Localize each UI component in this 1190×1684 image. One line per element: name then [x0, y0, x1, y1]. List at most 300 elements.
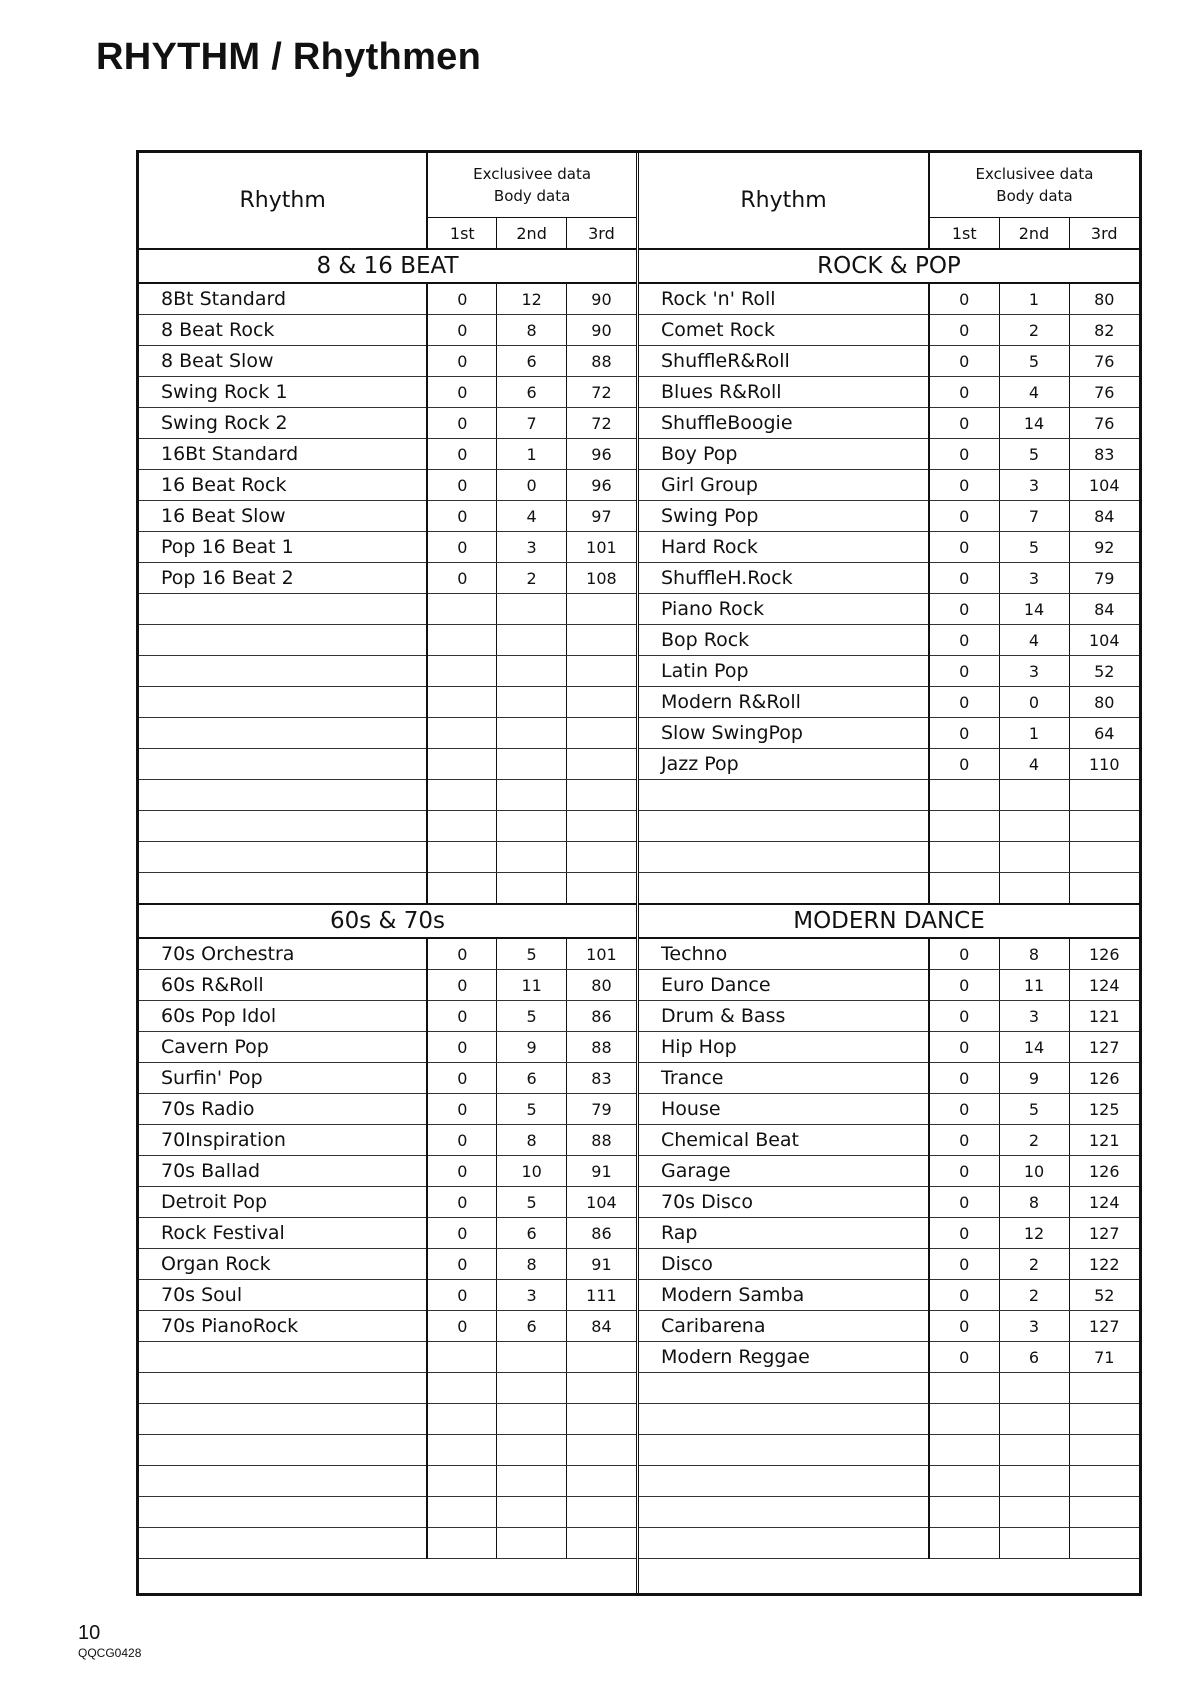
table-row: [139, 970, 636, 1001]
value-1st-cell: 0: [427, 938, 497, 970]
table-row: [639, 1280, 1139, 1311]
rhythm-name-cell: [139, 1435, 427, 1466]
value-1st-cell: 0: [929, 563, 999, 594]
value-3rd-cell: 79: [1069, 563, 1139, 594]
table-row: [639, 970, 1139, 1001]
value-2nd-cell: 2: [999, 315, 1069, 346]
value-1st-cell: [427, 687, 497, 718]
exclusive-data-label: Exclusivee data: [975, 165, 1094, 183]
value-3rd-cell: 101: [566, 938, 636, 970]
value-3rd-cell: 84: [566, 1311, 636, 1342]
value-2nd-cell: 6: [497, 1218, 567, 1249]
value-2nd-cell: 6: [999, 1342, 1069, 1373]
empty-row: [639, 1435, 1139, 1466]
table-row: [139, 346, 636, 377]
rhythm-name-cell: Caribarena: [639, 1311, 929, 1342]
rhythm-name-cell: 16Bt Standard: [139, 439, 427, 470]
value-2nd-cell: 9: [497, 1032, 567, 1063]
rhythm-name-cell: [639, 1435, 929, 1466]
section-title: MODERN DANCE: [639, 904, 1139, 938]
rhythm-name-cell: Slow SwingPop: [639, 718, 929, 749]
empty-row: [139, 1373, 636, 1404]
value-2nd-cell: 2: [999, 1280, 1069, 1311]
rhythm-name-cell: Disco: [639, 1249, 929, 1280]
value-1st-cell: [427, 749, 497, 780]
table-left-half: [139, 153, 639, 1593]
rhythm-name-cell: Drum & Bass: [639, 1001, 929, 1032]
rhythm-name-cell: 16 Beat Rock: [139, 470, 427, 501]
rhythm-name-cell: [639, 1528, 929, 1559]
value-2nd-cell: 2: [999, 1249, 1069, 1280]
value-2nd-cell: 7: [497, 408, 567, 439]
value-2nd-cell: [999, 842, 1069, 873]
empty-row: [139, 842, 636, 873]
value-3rd-cell: 101: [566, 532, 636, 563]
rhythm-name-cell: [139, 842, 427, 873]
rhythm-name-cell: Hard Rock: [639, 532, 929, 563]
value-1st-cell: 0: [929, 656, 999, 687]
value-3rd-cell: 97: [566, 501, 636, 532]
rhythm-name-cell: [139, 811, 427, 842]
value-2nd-cell: 11: [999, 970, 1069, 1001]
table-row: [639, 1125, 1139, 1156]
value-1st-cell: [929, 1497, 999, 1528]
table-row: [639, 656, 1139, 687]
rhythm-name-cell: [139, 1528, 427, 1559]
value-1st-cell: [427, 811, 497, 842]
value-1st-cell: [929, 811, 999, 842]
rhythm-name-cell: 8 Beat Slow: [139, 346, 427, 377]
value-3rd-cell: 91: [566, 1156, 636, 1187]
value-2nd-cell: [497, 842, 567, 873]
value-2nd-cell: 3: [999, 563, 1069, 594]
value-1st-cell: 0: [929, 315, 999, 346]
rhythm-name-cell: Swing Pop: [639, 501, 929, 532]
rhythm-name-cell: ShuffleR&Roll: [639, 346, 929, 377]
rhythm-name-cell: 16 Beat Slow: [139, 501, 427, 532]
value-2nd-cell: 14: [999, 1032, 1069, 1063]
table-row: [139, 377, 636, 408]
table-row: [639, 1156, 1139, 1187]
rhythm-column-header: Rhythm: [139, 153, 427, 249]
value-3rd-cell: 121: [1069, 1125, 1139, 1156]
value-1st-cell: [427, 780, 497, 811]
rhythm-name-cell: 60s Pop Idol: [139, 1001, 427, 1032]
value-2nd-cell: 0: [999, 687, 1069, 718]
value-1st-cell: [929, 780, 999, 811]
table-row: [139, 1125, 636, 1156]
empty-row: [639, 873, 1139, 905]
value-3rd-cell: 88: [566, 1032, 636, 1063]
rhythm-name-cell: [639, 842, 929, 873]
value-3rd-cell: 104: [566, 1187, 636, 1218]
rhythm-name-cell: ShuffleH.Rock: [639, 563, 929, 594]
value-3rd-cell: 86: [566, 1218, 636, 1249]
section-title: ROCK & POP: [639, 249, 1139, 283]
rhythm-column-header: Rhythm: [639, 153, 929, 249]
value-3rd-cell: [566, 1528, 636, 1559]
value-3rd-cell: 122: [1069, 1249, 1139, 1280]
value-1st-cell: [427, 1342, 497, 1373]
rhythm-name-cell: [139, 625, 427, 656]
value-1st-cell: 0: [929, 938, 999, 970]
table-row: [639, 1218, 1139, 1249]
value-1st-cell: 0: [427, 501, 497, 532]
section-title-row: [139, 249, 636, 283]
value-3rd-cell: [1069, 1373, 1139, 1404]
value-2nd-cell: [497, 1497, 567, 1528]
rhythm-name-cell: Girl Group: [639, 470, 929, 501]
rhythm-name-cell: Garage: [639, 1156, 929, 1187]
rhythm-name-cell: Comet Rock: [639, 315, 929, 346]
table-row: [639, 315, 1139, 346]
value-1st-cell: 0: [427, 439, 497, 470]
value-3rd-cell: 52: [1069, 1280, 1139, 1311]
body-data-label: Body data: [493, 187, 571, 205]
table-right-half: [639, 153, 1139, 1593]
value-2nd-cell: [497, 1342, 567, 1373]
value-3rd-cell: 80: [566, 970, 636, 1001]
rhythm-name-cell: [639, 1497, 929, 1528]
rhythm-name-cell: [139, 594, 427, 625]
value-1st-cell: [929, 1435, 999, 1466]
rhythm-name-cell: Pop 16 Beat 2: [139, 563, 427, 594]
value-3rd-cell: 71: [1069, 1342, 1139, 1373]
table-row: [139, 501, 636, 532]
value-3rd-cell: 64: [1069, 718, 1139, 749]
rhythm-name-cell: Bop Rock: [639, 625, 929, 656]
table-row: [139, 1249, 636, 1280]
value-2nd-cell: 4: [999, 377, 1069, 408]
rhythm-name-cell: [139, 1342, 427, 1373]
value-3rd-cell: [566, 1342, 636, 1373]
value-3rd-cell: 83: [1069, 439, 1139, 470]
value-3rd-cell: 83: [566, 1063, 636, 1094]
value-2nd-cell: 14: [999, 594, 1069, 625]
value-1st-cell: [427, 656, 497, 687]
rhythm-name-cell: [139, 1373, 427, 1404]
value-3rd-cell: 104: [1069, 470, 1139, 501]
value-2nd-cell: 12: [497, 283, 567, 315]
col-1st-header: 1st: [929, 218, 999, 250]
value-3rd-cell: 79: [566, 1094, 636, 1125]
value-3rd-cell: [1069, 842, 1139, 873]
rhythm-name-cell: Pop 16 Beat 1: [139, 532, 427, 563]
value-1st-cell: 0: [929, 1187, 999, 1218]
table-row: [639, 377, 1139, 408]
rhythm-name-cell: Detroit Pop: [139, 1187, 427, 1218]
empty-row: [139, 718, 636, 749]
table-row: [639, 625, 1139, 656]
rhythm-name-cell: 70s Radio: [139, 1094, 427, 1125]
value-3rd-cell: 127: [1069, 1032, 1139, 1063]
value-1st-cell: 0: [427, 970, 497, 1001]
empty-row: [139, 811, 636, 842]
value-1st-cell: 0: [427, 1311, 497, 1342]
value-1st-cell: [427, 1435, 497, 1466]
value-1st-cell: 0: [929, 1249, 999, 1280]
value-1st-cell: [929, 1404, 999, 1435]
empty-row: [139, 1435, 636, 1466]
value-2nd-cell: 11: [497, 970, 567, 1001]
value-1st-cell: [929, 842, 999, 873]
value-1st-cell: 0: [427, 1125, 497, 1156]
table-row: [639, 1032, 1139, 1063]
rhythm-name-cell: Swing Rock 1: [139, 377, 427, 408]
table-row: [639, 470, 1139, 501]
rhythm-name-cell: [139, 873, 427, 905]
value-3rd-cell: 124: [1069, 1187, 1139, 1218]
value-1st-cell: 0: [929, 1218, 999, 1249]
rhythm-name-cell: Rock Festival: [139, 1218, 427, 1249]
value-1st-cell: 0: [929, 718, 999, 749]
table-row: [639, 408, 1139, 439]
section-sixties: [139, 904, 636, 1559]
value-3rd-cell: 104: [1069, 625, 1139, 656]
table-row: [139, 1280, 636, 1311]
value-3rd-cell: [566, 811, 636, 842]
rhythm-name-cell: Jazz Pop: [639, 749, 929, 780]
right-table: [639, 153, 1139, 1559]
value-1st-cell: 0: [929, 470, 999, 501]
value-1st-cell: 0: [929, 1094, 999, 1125]
value-1st-cell: 0: [929, 501, 999, 532]
rhythm-name-cell: Organ Rock: [139, 1249, 427, 1280]
empty-row: [639, 1528, 1139, 1559]
value-2nd-cell: 5: [999, 532, 1069, 563]
value-1st-cell: 0: [427, 563, 497, 594]
value-1st-cell: 0: [427, 1032, 497, 1063]
table-row: [139, 1156, 636, 1187]
value-3rd-cell: 88: [566, 346, 636, 377]
value-3rd-cell: 52: [1069, 656, 1139, 687]
rhythm-name-cell: [639, 811, 929, 842]
table-row: [139, 470, 636, 501]
table-row: [139, 439, 636, 470]
value-3rd-cell: 84: [1069, 501, 1139, 532]
rhythm-name-cell: Boy Pop: [639, 439, 929, 470]
value-2nd-cell: [497, 780, 567, 811]
value-2nd-cell: [497, 1373, 567, 1404]
value-3rd-cell: 126: [1069, 1156, 1139, 1187]
value-1st-cell: 0: [427, 1218, 497, 1249]
empty-row: [639, 842, 1139, 873]
section-title: 8 & 16 BEAT: [139, 249, 636, 283]
rhythm-name-cell: 70s Soul: [139, 1280, 427, 1311]
empty-row: [139, 687, 636, 718]
value-2nd-cell: [497, 811, 567, 842]
value-3rd-cell: [566, 594, 636, 625]
value-3rd-cell: [566, 873, 636, 905]
rhythm-name-cell: [139, 718, 427, 749]
value-2nd-cell: 5: [497, 938, 567, 970]
page-number: 10: [78, 1622, 101, 1644]
value-3rd-cell: [566, 780, 636, 811]
value-3rd-cell: [1069, 1466, 1139, 1497]
value-2nd-cell: 4: [999, 625, 1069, 656]
value-3rd-cell: 108: [566, 563, 636, 594]
value-1st-cell: 0: [427, 315, 497, 346]
rhythm-name-cell: [139, 1466, 427, 1497]
value-3rd-cell: [566, 718, 636, 749]
table-row: [639, 1063, 1139, 1094]
value-1st-cell: 0: [427, 1063, 497, 1094]
value-2nd-cell: [999, 1497, 1069, 1528]
value-1st-cell: 0: [427, 1249, 497, 1280]
table-row: [639, 501, 1139, 532]
rhythm-name-cell: Cavern Pop: [139, 1032, 427, 1063]
rhythm-name-cell: [639, 873, 929, 905]
rhythm-name-cell: Techno: [639, 938, 929, 970]
value-3rd-cell: [566, 1497, 636, 1528]
value-3rd-cell: [566, 625, 636, 656]
exclusive-data-header: [929, 153, 1139, 218]
table-row: [639, 1094, 1139, 1125]
value-1st-cell: 0: [929, 1001, 999, 1032]
empty-row: [139, 749, 636, 780]
rhythm-name-cell: 70s Ballad: [139, 1156, 427, 1187]
empty-row: [639, 1466, 1139, 1497]
table-row: [639, 283, 1139, 315]
col-3rd-header: 3rd: [566, 218, 636, 250]
table-row: [639, 532, 1139, 563]
value-2nd-cell: [497, 1404, 567, 1435]
rhythm-name-cell: 8Bt Standard: [139, 283, 427, 315]
value-3rd-cell: 127: [1069, 1218, 1139, 1249]
value-3rd-cell: 90: [566, 283, 636, 315]
col-1st-header: 1st: [427, 218, 497, 250]
empty-row: [639, 1373, 1139, 1404]
value-2nd-cell: [999, 811, 1069, 842]
table-row: [139, 1187, 636, 1218]
rhythm-name-cell: 70s PianoRock: [139, 1311, 427, 1342]
value-2nd-cell: 2: [497, 563, 567, 594]
value-3rd-cell: 76: [1069, 377, 1139, 408]
value-3rd-cell: 111: [566, 1280, 636, 1311]
value-3rd-cell: [1069, 873, 1139, 905]
value-3rd-cell: 92: [1069, 532, 1139, 563]
rhythm-name-cell: [139, 1404, 427, 1435]
empty-row: [639, 1497, 1139, 1528]
value-3rd-cell: 91: [566, 1249, 636, 1280]
value-1st-cell: [929, 1466, 999, 1497]
rhythm-name-cell: [639, 1466, 929, 1497]
section-title-row: [139, 904, 636, 938]
value-3rd-cell: [566, 1373, 636, 1404]
value-2nd-cell: 5: [497, 1187, 567, 1218]
section-beat: [139, 249, 636, 904]
value-3rd-cell: 86: [566, 1001, 636, 1032]
table-row: [639, 346, 1139, 377]
rhythm-name-cell: 70Inspiration: [139, 1125, 427, 1156]
rhythm-name-cell: Modern R&Roll: [639, 687, 929, 718]
value-3rd-cell: [1069, 1528, 1139, 1559]
value-1st-cell: 0: [929, 532, 999, 563]
section-dance: [639, 904, 1139, 1559]
value-3rd-cell: [1069, 1435, 1139, 1466]
rhythm-name-cell: Latin Pop: [639, 656, 929, 687]
value-2nd-cell: 10: [999, 1156, 1069, 1187]
value-2nd-cell: 3: [497, 532, 567, 563]
col-2nd-header: 2nd: [497, 218, 567, 250]
rhythm-name-cell: Piano Rock: [639, 594, 929, 625]
value-1st-cell: 0: [929, 1156, 999, 1187]
value-1st-cell: 0: [929, 1280, 999, 1311]
rhythm-name-cell: House: [639, 1094, 929, 1125]
rhythm-name-cell: [139, 656, 427, 687]
value-3rd-cell: [566, 687, 636, 718]
value-2nd-cell: 3: [999, 1311, 1069, 1342]
value-3rd-cell: 125: [1069, 1094, 1139, 1125]
value-3rd-cell: [566, 1435, 636, 1466]
table-row: [639, 563, 1139, 594]
empty-row: [639, 1404, 1139, 1435]
value-2nd-cell: [497, 625, 567, 656]
value-2nd-cell: 5: [497, 1001, 567, 1032]
value-2nd-cell: 6: [497, 1063, 567, 1094]
value-3rd-cell: [566, 842, 636, 873]
value-2nd-cell: 8: [497, 1249, 567, 1280]
empty-row: [139, 625, 636, 656]
table-row: [139, 315, 636, 346]
value-1st-cell: [929, 873, 999, 905]
rhythm-name-cell: 70s Orchestra: [139, 938, 427, 970]
rhythm-name-cell: [139, 1497, 427, 1528]
value-1st-cell: [929, 1528, 999, 1559]
table-row: [139, 938, 636, 970]
value-3rd-cell: 88: [566, 1125, 636, 1156]
value-1st-cell: [427, 1466, 497, 1497]
rhythm-name-cell: Chemical Beat: [639, 1125, 929, 1156]
value-2nd-cell: 5: [497, 1094, 567, 1125]
value-2nd-cell: [497, 687, 567, 718]
value-1st-cell: 0: [929, 1311, 999, 1342]
value-2nd-cell: [999, 1466, 1069, 1497]
rhythm-name-cell: 60s R&Roll: [139, 970, 427, 1001]
value-2nd-cell: 6: [497, 377, 567, 408]
value-2nd-cell: [497, 1435, 567, 1466]
table-row: [639, 594, 1139, 625]
value-1st-cell: [427, 1528, 497, 1559]
table-row: [639, 1311, 1139, 1342]
value-1st-cell: 0: [929, 346, 999, 377]
value-2nd-cell: [497, 873, 567, 905]
value-1st-cell: 0: [929, 594, 999, 625]
value-3rd-cell: 126: [1069, 938, 1139, 970]
exclusive-data-header: [427, 153, 636, 218]
value-3rd-cell: 110: [1069, 749, 1139, 780]
empty-row: [139, 1404, 636, 1435]
value-2nd-cell: 4: [497, 501, 567, 532]
value-2nd-cell: 12: [999, 1218, 1069, 1249]
rhythm-name-cell: 70s Disco: [639, 1187, 929, 1218]
value-3rd-cell: 82: [1069, 315, 1139, 346]
rhythm-name-cell: 8 Beat Rock: [139, 315, 427, 346]
body-data-label: Body data: [996, 187, 1073, 205]
value-1st-cell: [427, 625, 497, 656]
value-2nd-cell: [497, 656, 567, 687]
value-2nd-cell: [999, 780, 1069, 811]
value-3rd-cell: 90: [566, 315, 636, 346]
value-2nd-cell: [497, 1466, 567, 1497]
value-2nd-cell: [497, 594, 567, 625]
rhythm-name-cell: Rock 'n' Roll: [639, 283, 929, 315]
section-title-row: [639, 249, 1139, 283]
value-1st-cell: 0: [427, 1280, 497, 1311]
value-1st-cell: 0: [427, 1094, 497, 1125]
table-row: [139, 1032, 636, 1063]
value-3rd-cell: [1069, 1497, 1139, 1528]
